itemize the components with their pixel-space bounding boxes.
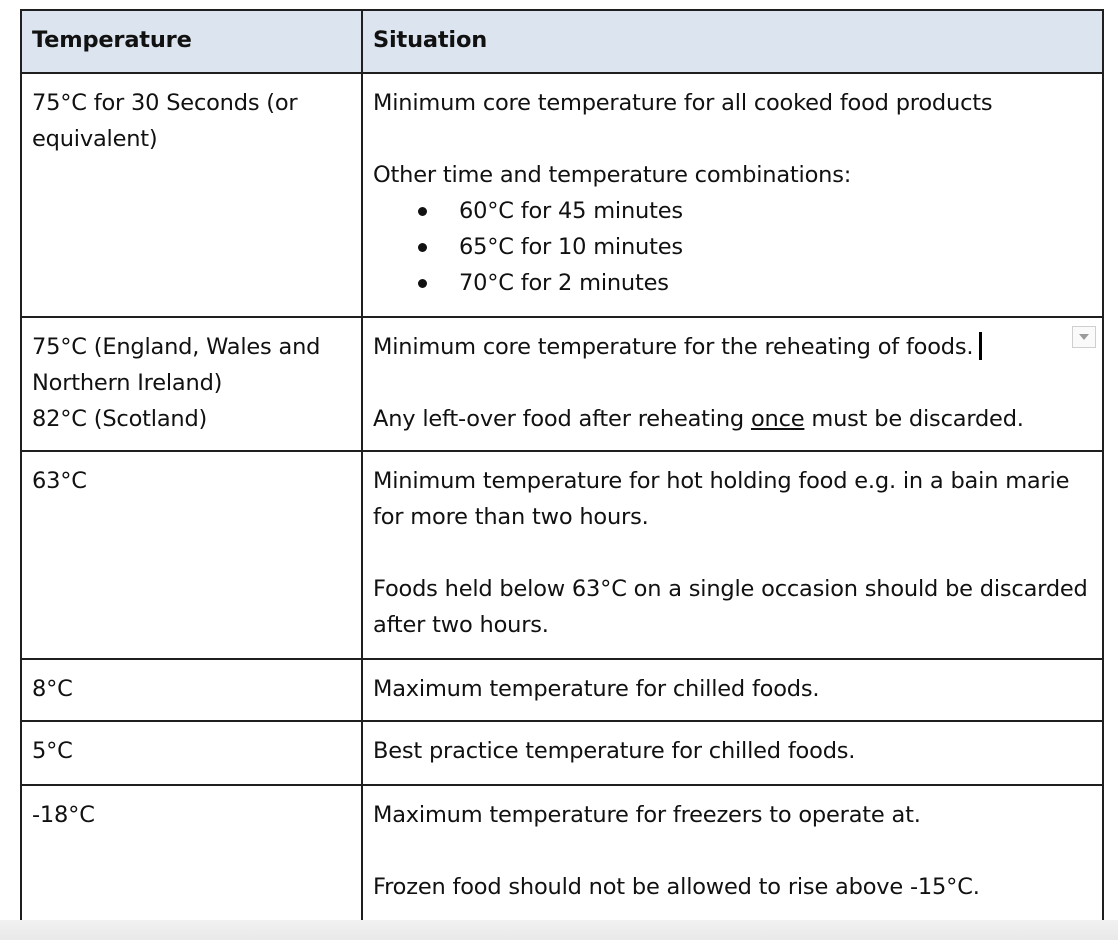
temperature-text: 75°C (England, Wales and Northern Ireland) xyxy=(32,334,321,396)
combinations-list xyxy=(373,193,1092,301)
situation-text: Frozen food should not be allowed to rise above -15°C. xyxy=(373,874,980,900)
situation-cell[interactable] xyxy=(362,451,1103,659)
situation-cell[interactable] xyxy=(362,317,1103,451)
table-row xyxy=(21,721,1103,785)
table-row xyxy=(21,659,1103,721)
table-row xyxy=(21,451,1103,659)
bullet-icon xyxy=(418,207,427,216)
temperature-text: 8°C xyxy=(32,676,73,702)
situation-cell[interactable] xyxy=(362,73,1103,317)
situation-text: Foods held below 63°C on a single occasion should be discarded after two hours. xyxy=(373,576,1088,638)
table-row xyxy=(21,785,1103,925)
situation-text: Maximum temperature for freezers to operate at. xyxy=(373,802,921,828)
table-row xyxy=(21,73,1103,317)
header-row xyxy=(21,10,1103,73)
chevron-down-icon[interactable] xyxy=(1072,326,1096,348)
text-cursor xyxy=(979,332,982,360)
temperature-cell[interactable] xyxy=(21,73,362,317)
situation-cell[interactable] xyxy=(362,785,1103,925)
temperature-text: 75°C for 30 Seconds (or equivalent) xyxy=(32,90,298,152)
situation-text: Any left-over food after reheating once must be discarded. xyxy=(373,406,1024,432)
table-row xyxy=(21,317,1103,451)
situation-text: Minimum temperature for hot holding food e.g. in a bain marie for more than two hours. xyxy=(373,468,1070,530)
bullet-icon xyxy=(418,243,427,252)
temperature-text: 63°C xyxy=(32,468,87,494)
temperature-cell[interactable] xyxy=(21,785,362,925)
list-item: 70°C for 2 minutes xyxy=(413,265,1092,301)
header-temperature[interactable]: Temperature xyxy=(21,10,362,73)
situation-text: Minimum core temperature for the reheating of foods. xyxy=(373,329,1092,365)
temperature-table xyxy=(20,9,1104,925)
situation-text: Other time and temperature combinations: xyxy=(373,162,852,188)
list-item: 65°C for 10 minutes xyxy=(413,229,1092,265)
situation-cell[interactable] xyxy=(362,721,1103,785)
temperature-cell[interactable] xyxy=(21,721,362,785)
bullet-icon xyxy=(418,279,427,288)
list-item: 60°C for 45 minutes xyxy=(413,193,1092,229)
temperature-text: 82°C (Scotland) xyxy=(32,406,208,432)
temperature-text: 5°C xyxy=(32,738,73,764)
situation-text: Minimum core temperature for all cooked food products xyxy=(373,90,993,116)
header-situation[interactable]: Situation xyxy=(362,10,1103,73)
temperature-cell[interactable] xyxy=(21,451,362,659)
temperature-cell[interactable] xyxy=(21,317,362,451)
temperature-cell[interactable] xyxy=(21,659,362,721)
page-bottom-edge xyxy=(0,920,1118,940)
situation-cell[interactable] xyxy=(362,659,1103,721)
situation-text: Best practice temperature for chilled foods. xyxy=(373,738,856,764)
situation-text: Maximum temperature for chilled foods. xyxy=(373,676,820,702)
temperature-text: -18°C xyxy=(32,802,95,828)
